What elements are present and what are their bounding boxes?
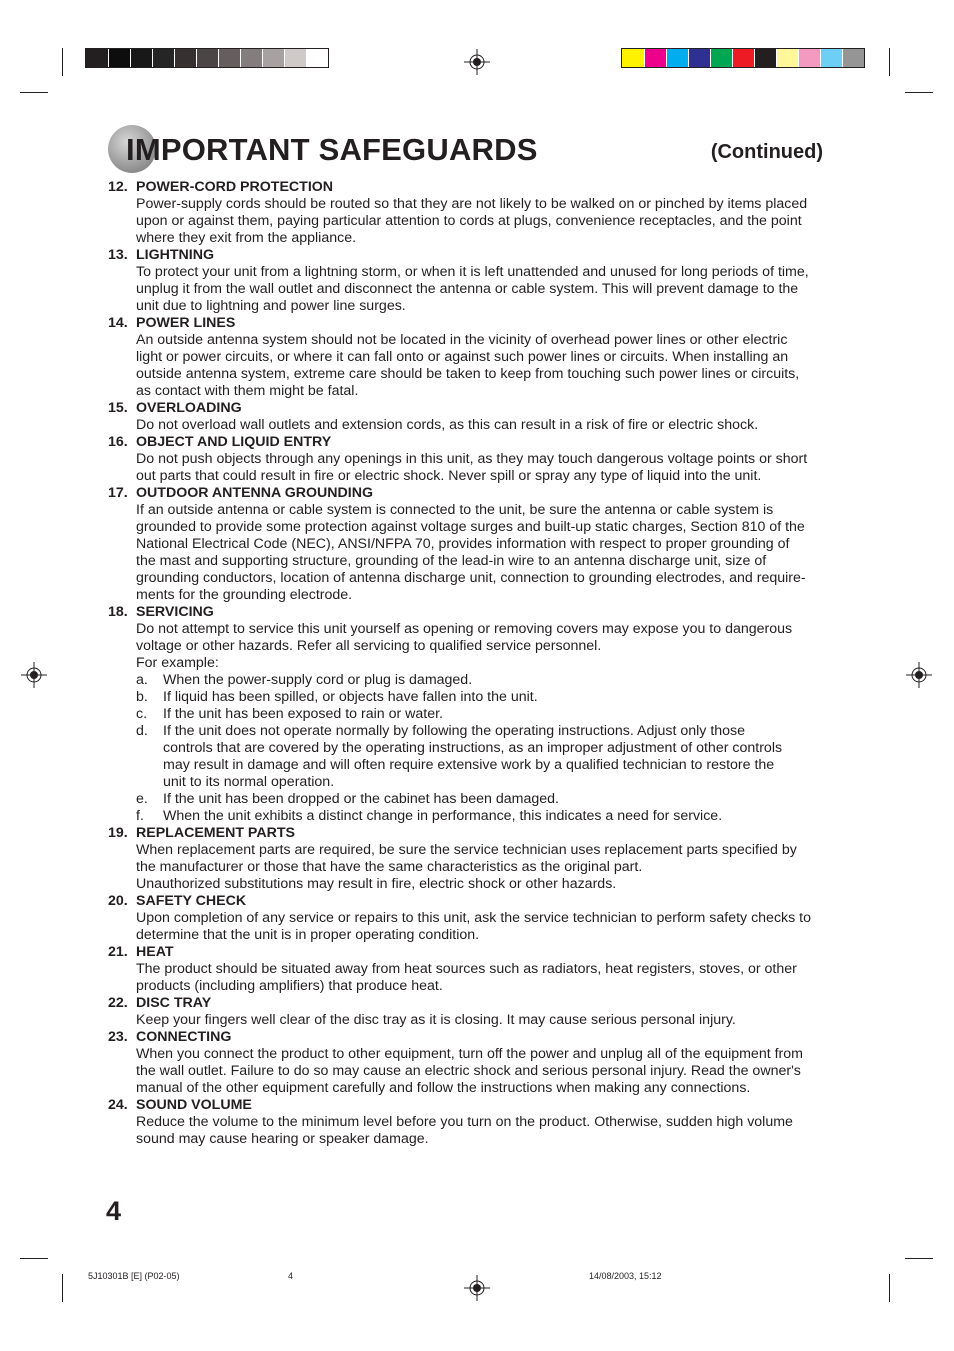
crop-mark — [20, 92, 48, 93]
sub-item — [136, 689, 824, 706]
body-line: Unauthorized substitutions may result in fire, electric shock or other hazards. — [136, 876, 617, 892]
body-line: The product should be situated away from heat sources such as radiators, heat registers, stoves, or other — [136, 961, 797, 977]
sub-item-line: If the unit does not operate normally by following the operating instructions. Adjust only those — [163, 723, 746, 739]
registration-mark-icon — [906, 662, 932, 688]
safeguard-heading — [108, 825, 824, 842]
sub-item-text — [163, 791, 559, 808]
safeguard-body — [108, 910, 824, 944]
calibration-swatch — [240, 49, 262, 67]
sub-item — [136, 808, 824, 825]
body-line: unplug it from the wall outlet and disconnect the antenna or cable system. This will prevent damage to the — [136, 281, 799, 297]
safeguard-number: 24. — [108, 1097, 128, 1113]
calibration-swatch — [306, 49, 328, 67]
safeguard-number: 19. — [108, 825, 128, 841]
body-line: For example: — [136, 655, 219, 671]
safeguard-heading — [108, 995, 824, 1012]
calibration-swatch — [196, 49, 218, 67]
safeguard-number: 18. — [108, 604, 128, 620]
body-line: light or power circuits, or where it can fall onto or against such power lines or circuits. When installing an — [136, 349, 789, 365]
body-line: Power-supply cords should be routed so that they are not likely to be walked on or pinched by items placed — [136, 196, 808, 212]
body-line: National Electrical Code (NEC), ANSI/NFPA 70, provides information with respect to proper grounding of — [136, 536, 790, 552]
sub-item-line: If the unit has been exposed to rain or water. — [163, 706, 443, 722]
safeguard-item — [108, 400, 824, 434]
safeguard-heading — [108, 485, 824, 502]
sub-item-line: When the unit exhibits a distinct change in performance, this indicates a need for service. — [163, 808, 723, 824]
safeguard-item — [108, 485, 824, 604]
safeguard-body — [108, 961, 824, 995]
color-calibration-bar — [621, 48, 865, 68]
calibration-swatch — [688, 49, 710, 67]
safeguard-heading — [108, 247, 824, 264]
safeguard-item — [108, 1097, 824, 1148]
calibration-swatch — [776, 49, 798, 67]
safeguard-title: SAFETY CHECK — [136, 893, 247, 909]
safeguard-heading — [108, 893, 824, 910]
sub-item-letter: a. — [136, 672, 148, 688]
calibration-swatch — [710, 49, 732, 67]
body-line: Keep your fingers well clear of the disc tray as it is closing. It may cause serious personal injury. — [136, 1012, 736, 1028]
safeguard-title: SERVICING — [136, 604, 214, 620]
sub-item-text — [163, 808, 722, 825]
safeguard-heading — [108, 179, 824, 196]
calibration-swatch — [262, 49, 284, 67]
crop-mark — [62, 1274, 63, 1302]
registration-mark-icon — [464, 49, 490, 75]
sub-item-line: If liquid has been spilled, or objects have fallen into the unit. — [163, 689, 538, 705]
safeguard-item — [108, 179, 824, 247]
crop-mark — [889, 48, 890, 76]
sub-item — [136, 723, 824, 791]
calibration-swatch — [644, 49, 666, 67]
safeguard-number: 23. — [108, 1029, 128, 1045]
safeguard-number: 15. — [108, 400, 128, 416]
body-line: Do not push objects through any openings in this unit, as they may touch dangerous voltage points or short — [136, 451, 808, 467]
sub-item — [136, 791, 824, 808]
sub-item-line: When the power-supply cord or plug is damaged. — [163, 672, 473, 688]
safeguard-heading — [108, 434, 824, 451]
body-line: determine that the unit is in proper operating condition. — [136, 927, 480, 943]
crop-mark — [905, 1258, 933, 1259]
body-line: grounding conductors, location of antenna discharge unit, connection to grounding electrodes, and require- — [136, 570, 806, 586]
calibration-swatch — [174, 49, 196, 67]
safeguard-title: HEAT — [136, 944, 174, 960]
safeguard-item — [108, 315, 824, 400]
safeguard-body — [108, 842, 824, 893]
body-line: Reduce the volume to the minimum level before you turn on the product. Otherwise, sudden high volume — [136, 1114, 793, 1130]
safeguard-body — [108, 332, 824, 400]
body-line: the mast and supporting structure, grounding of the lead-in wire to an antenna discharge unit, size of — [136, 553, 767, 569]
safeguard-title: OUTDOOR ANTENNA GROUNDING — [136, 485, 373, 501]
body-line: out parts that could result in fire or electric shock. Never spill or spray any type of liquid into the unit. — [136, 468, 762, 484]
body-line: voltage or other hazards. Refer all servicing to qualified service personnel. — [136, 638, 602, 654]
sub-item-letter: e. — [136, 791, 148, 807]
registration-mark-icon — [464, 1275, 490, 1301]
sub-item-line: controls that are covered by the operating instructions, as an improper adjustment of other controls — [163, 740, 783, 756]
safeguard-heading — [108, 1097, 824, 1114]
safeguard-heading — [108, 400, 824, 417]
calibration-swatch — [798, 49, 820, 67]
safeguard-title: REPLACEMENT PARTS — [136, 825, 295, 841]
safeguard-number: 12. — [108, 179, 128, 195]
sub-item-line: If the unit has been dropped or the cabinet has been damaged. — [163, 791, 559, 807]
safeguard-title: OBJECT AND LIQUID ENTRY — [136, 434, 332, 450]
body-line: where they exit from the appliance. — [136, 230, 357, 246]
safeguards-list — [108, 179, 824, 1148]
body-line: ments for the grounding electrode. — [136, 587, 353, 603]
safeguard-number: 13. — [108, 247, 128, 263]
body-line: To protect your unit from a lightning storm, or when it is left unattended and unused for long periods of time, — [136, 264, 809, 280]
safeguard-title: POWER-CORD PROTECTION — [136, 179, 334, 195]
body-line: manual of the other equipment carefully and follow the instructions when making any connections. — [136, 1080, 751, 1096]
footer-code: 5J10301B [E] (P02-05) — [88, 1271, 180, 1281]
sub-item-text — [163, 723, 782, 791]
sub-item — [136, 672, 824, 689]
crop-mark — [905, 92, 933, 93]
gray-calibration-bar — [85, 48, 329, 68]
calibration-swatch — [754, 49, 776, 67]
calibration-swatch — [152, 49, 174, 67]
calibration-swatch — [284, 49, 306, 67]
sub-item-line: may result in damage and will often require extensive work by a qualified technician to restore the — [163, 757, 775, 773]
safeguard-body — [108, 196, 824, 247]
safeguard-heading — [108, 1029, 824, 1046]
safeguard-heading — [108, 944, 824, 961]
safeguard-body — [108, 264, 824, 315]
safeguard-body — [108, 417, 824, 434]
sub-item-line: unit to its normal operation. — [163, 774, 335, 790]
safeguard-body — [108, 1012, 824, 1029]
calibration-swatch — [622, 49, 644, 67]
calibration-swatch — [86, 49, 108, 67]
safeguard-body — [108, 451, 824, 485]
safeguard-body — [108, 1114, 824, 1148]
calibration-swatch — [218, 49, 240, 67]
calibration-swatch — [130, 49, 152, 67]
crop-mark — [62, 48, 63, 76]
safeguard-title: DISC TRAY — [136, 995, 212, 1011]
calibration-swatch — [666, 49, 688, 67]
calibration-swatch — [108, 49, 130, 67]
safeguard-number: 17. — [108, 485, 128, 501]
safeguard-title: SOUND VOLUME — [136, 1097, 252, 1113]
page-title: IMPORTANT SAFEGUARDS — [126, 132, 538, 167]
safeguard-body — [108, 621, 824, 825]
safeguard-item — [108, 944, 824, 995]
sub-item-letter: d. — [136, 723, 148, 739]
safeguard-item — [108, 825, 824, 893]
safeguard-item — [108, 1029, 824, 1097]
body-line: the wall outlet. Failure to do so may cause an electric shock and serious personal injury. Read the owner's — [136, 1063, 801, 1079]
safeguard-item — [108, 247, 824, 315]
body-line: outside antenna system, extreme care should be taken to keep from touching such power lines or circuits, — [136, 366, 800, 382]
safeguard-body — [108, 1046, 824, 1097]
crop-mark — [889, 1274, 890, 1302]
safeguard-number: 16. — [108, 434, 128, 450]
registration-mark-icon — [21, 662, 47, 688]
body-line: If an outside antenna or cable system is connected to the unit, be sure the antenna or cable system is — [136, 502, 774, 518]
safeguard-heading — [108, 315, 824, 332]
sub-item-text — [163, 689, 538, 706]
body-line: unit due to lightning and power line surges. — [136, 298, 406, 314]
body-line: the manufacturer or those that have the same characteristics as the original part. — [136, 859, 643, 875]
calibration-swatch — [842, 49, 864, 67]
continued-label: (Continued) — [710, 141, 823, 163]
body-line: When replacement parts are required, be sure the service technician uses replacement parts specified by — [136, 842, 797, 858]
safeguard-item — [108, 995, 824, 1029]
safeguard-body — [108, 502, 824, 604]
body-line: When you connect the product to other equipment, turn off the power and unplug all of the equipment from — [136, 1046, 803, 1062]
footer-page: 4 — [288, 1271, 294, 1281]
safeguard-number: 21. — [108, 944, 128, 960]
sub-item-text — [163, 706, 443, 723]
body-line: sound may cause hearing or speaker damage. — [136, 1131, 429, 1147]
calibration-swatch — [732, 49, 754, 67]
safeguard-item — [108, 893, 824, 944]
safeguard-heading — [108, 604, 824, 621]
sub-item-letter: f. — [136, 808, 144, 824]
safeguard-title: POWER LINES — [136, 315, 236, 331]
safeguard-item — [108, 434, 824, 485]
safeguard-number: 22. — [108, 995, 128, 1011]
safeguard-title: LIGHTNING — [136, 247, 215, 263]
safeguard-title: CONNECTING — [136, 1029, 232, 1045]
body-line: upon or against them, paying particular attention to cords at plugs, convenience receptacles, and the point — [136, 213, 802, 229]
body-line: products (including amplifiers) that produce heat. — [136, 978, 443, 994]
body-line: Do not overload wall outlets and extension cords, as this can result in a risk of fire or electric shock. — [136, 417, 759, 433]
body-line: An outside antenna system should not be located in the vicinity of overhead power lines or other electric — [136, 332, 788, 348]
body-line: grounded to provide some protection against voltage surges and built-up static charges, Section 810 of the — [136, 519, 805, 535]
safeguard-number: 20. — [108, 893, 128, 909]
body-line: as contact with them might be fatal. — [136, 383, 359, 399]
sub-item-letter: c. — [136, 706, 148, 722]
safeguard-number: 14. — [108, 315, 128, 331]
footer-datetime: 14/08/2003, 15:12 — [589, 1271, 662, 1281]
page-number: 4 — [106, 1196, 122, 1226]
sub-item — [136, 706, 824, 723]
safeguard-title: OVERLOADING — [136, 400, 242, 416]
body-line: Do not attempt to service this unit yourself as opening or removing covers may expose you to dangerous — [136, 621, 793, 637]
crop-mark — [20, 1258, 48, 1259]
body-line: Upon completion of any service or repairs to this unit, ask the service technician to perform safety checks to — [136, 910, 812, 926]
sub-item-text — [163, 672, 472, 689]
safeguard-item — [108, 604, 824, 825]
calibration-swatch — [820, 49, 842, 67]
sub-item-letter: b. — [136, 689, 148, 705]
